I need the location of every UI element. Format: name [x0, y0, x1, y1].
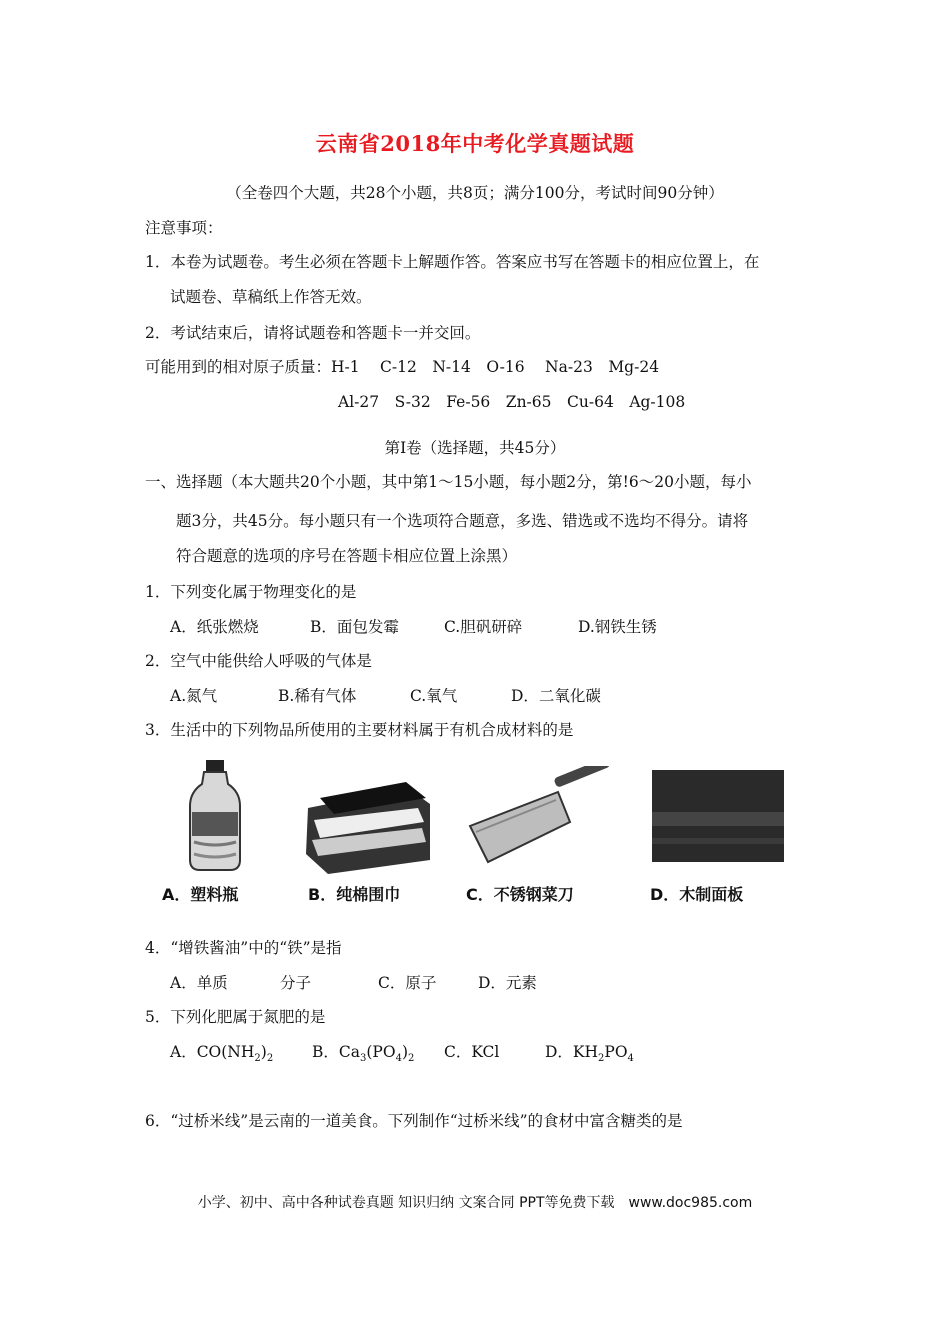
q2-option-a: A.氮气 [170, 687, 218, 705]
q1-stem: 1．下列变化属于物理变化的是 [145, 583, 357, 601]
notice-heading: 注意事项： [145, 219, 223, 237]
q5-option-d: D．$KH_2PO_4$ [545, 1043, 634, 1065]
q1-option-b: B．面包发霉 [310, 618, 399, 636]
cotton-scarf-image [298, 768, 438, 882]
q3-option-a-caption: A．塑料瓶 [162, 885, 239, 904]
q4-stem: 4．“增铁酱油”中的“铁”是指 [145, 939, 342, 957]
q5-option-c: C．KCl [444, 1043, 500, 1061]
notice-1-line2: 试题卷、草稿纸上作答无效。 [170, 288, 372, 306]
q6-stem: 6．“过桥米线”是云南的一道美食。下列制作“过桥米线”的食材中富含糖类的是 [145, 1112, 683, 1130]
q2-stem: 2．空气中能供给人呼吸的气体是 [145, 652, 372, 670]
part1-instructions-line2: 题3分，共45分。每小题只有一个选项符合题意，多选、错选或不选均不得分。请将 [176, 512, 749, 530]
notice-1-line1: 1．本卷为试题卷。考生必须在答题卡上解题作答。答案应书写在答题卡的相应位置上，在 [145, 253, 760, 271]
part1-instructions-line3: 符合题意的选项的序号在答题卡相应位置上涂黑） [176, 547, 518, 565]
section-title: 第Ⅰ卷（选择题，共45分） [384, 439, 566, 457]
q4-option-c: C．原子 [378, 974, 437, 992]
q3-option-d-caption: D．木制面板 [650, 885, 744, 904]
plastic-bottle-image [180, 760, 250, 879]
notice-2: 2．考试结束后，请将试题卷和答题卡一并交回。 [145, 324, 481, 342]
q3-figure [160, 760, 800, 910]
q3-option-c-caption: C．不锈钢菜刀 [466, 885, 574, 904]
q1-option-a: A．纸张燃烧 [170, 618, 259, 636]
exam-subtitle: （全卷四个大题，共28个小题，共8页；满分100分，考试时间90分钟） [226, 184, 724, 202]
q3-stem: 3．生活中的下列物品所使用的主要材料属于有机合成材料的是 [145, 721, 574, 739]
page-footer: 小学、初中、高中各种试卷真题 知识归纳 文案合同 PPT等免费下载 www.doc985.com [197, 1195, 753, 1211]
q4-option-b: 分子 [280, 974, 312, 992]
part1-instructions-line1: 一、选择题（本大题共20个小题，其中第1～15小题，每小题2分，第!6～20小题，每小 [145, 473, 752, 491]
q4-option-d: D．元素 [478, 974, 537, 992]
q1-option-d: D.钢铁生锈 [578, 618, 657, 636]
wooden-panel-image [650, 768, 786, 868]
q2-option-c: C.氧气 [410, 687, 458, 705]
atomic-mass-line1: 可能用到的相对原子质量：H-1 C-12 N-14 O-16 Na-23 Mg-24 [145, 358, 660, 376]
q4-option-a: A．单质 [170, 974, 228, 992]
q5-option-b: B．$Ca_3(PO_4)_2$ [312, 1043, 415, 1065]
atomic-mass-line2: Al-27 S-32 Fe-56 Zn-65 Cu-64 Ag-108 [338, 393, 686, 411]
q1-option-c: C.胆矾研碎 [444, 618, 523, 636]
q2-option-b: B.稀有气体 [278, 687, 357, 705]
q3-option-b-caption: B．纯棉围巾 [308, 885, 401, 904]
q2-option-d: D．二氧化碳 [511, 687, 601, 705]
q5-option-a: A．$CO(NH_2)_2$ [170, 1043, 274, 1065]
q5-stem: 5．下列化肥属于氮肥的是 [145, 1008, 326, 1026]
steel-knife-image [466, 766, 616, 870]
page-title: 云南省2018年中考化学真题试题 [315, 131, 635, 156]
